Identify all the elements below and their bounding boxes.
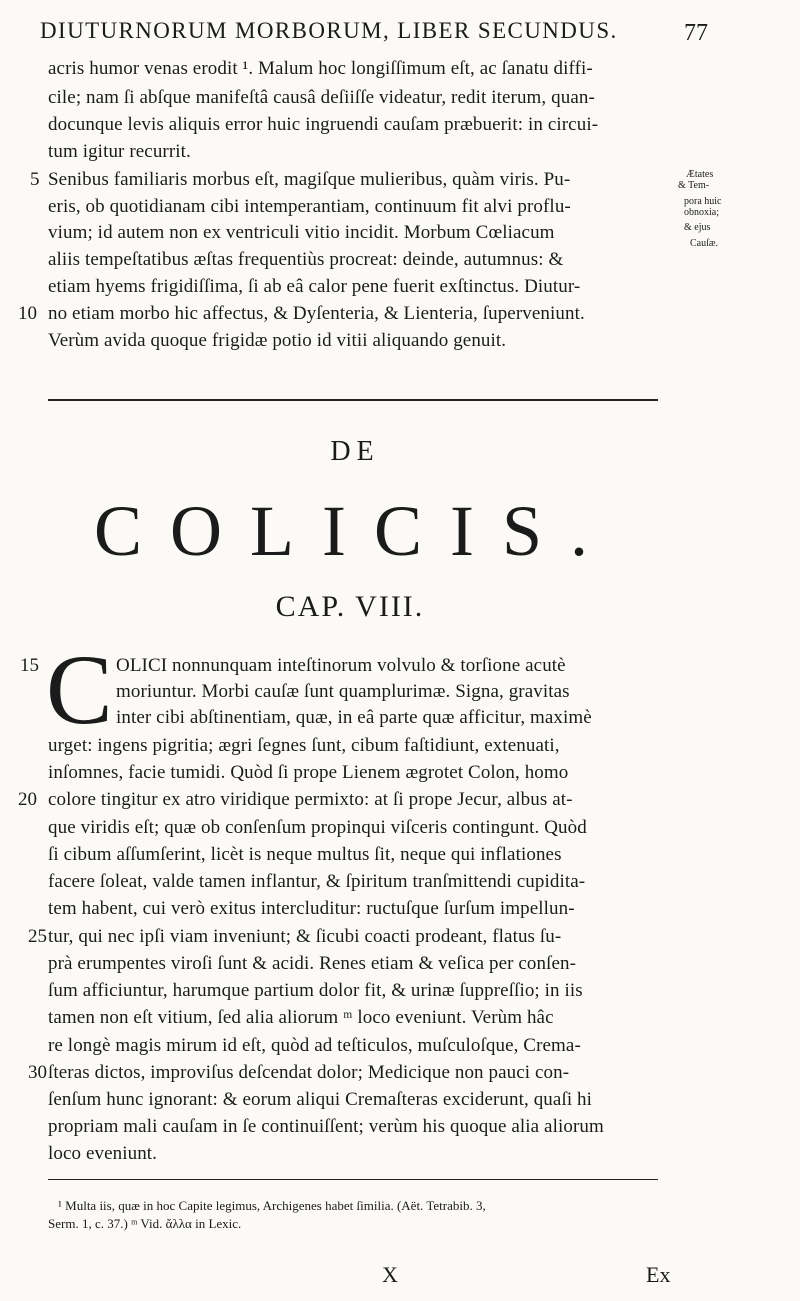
text-line: facere ſoleat, valde tamen inflantur, & ſpiritum tranſmittendi cupidita- [48, 871, 586, 892]
margin-note: pora huic [684, 196, 722, 207]
text-line: urget: ingens pigritia; ægri ſegnes ſunt, cibum faſtidiunt, extenuati, [48, 735, 560, 756]
line-number: 25 [28, 926, 47, 947]
text-line: Senibus familiaris morbus eſt, magiſque mulieribus, quàm viris. Pu- [48, 169, 571, 190]
footnote-line: Serm. 1, c. 37.) ᵐ Vid. ἄλλα in Lexic. [48, 1216, 242, 1231]
text-line: tem habent, cui verò exitus intercluditur: ructuſque ſurſum impellun- [48, 898, 575, 919]
text-line: acris humor venas erodit ¹. Malum hoc longiſſimum eſt, ac ſanatu diffi- [48, 58, 593, 79]
text-line: que viridis eſt; quæ ob conſenſum propinqui viſceris contingunt. Quòd [48, 817, 587, 838]
text-line: ſum afficiuntur, harumque partium dolor fit, & urinæ ſuppreſſio; in iis [48, 980, 583, 1001]
text-line: tamen non eſt vitium, ſed alia aliorum ᵐ loco eveniunt. Verùm hâc [48, 1007, 554, 1028]
text-line: inſomnes, facie tumidi. Quòd ſi prope Lienem ægrotet Colon, homo [48, 762, 569, 783]
chapter-heading: CAP. VIII. [275, 590, 425, 623]
running-title: DIUTURNORUM MORBORUM, LIBER SECUNDUS. [40, 18, 618, 43]
margin-note: Cauſæ. [690, 238, 719, 249]
line-number: 15 [20, 655, 39, 676]
margin-note: Ætates [686, 169, 714, 180]
line-number: 10 [18, 303, 37, 324]
footnote-line: ¹ Multa iis, quæ in hoc Capite legimus, Archigenes habet ſimilia. (Aët. Tetrabib. 3, [58, 1198, 486, 1213]
text-line: ſi cibum aſſumſerint, licèt is neque multus ſit, neque qui inflationes [48, 844, 562, 865]
text-line: Verùm avida quoque frigidæ potio id vitii aliquando genuit. [48, 330, 507, 351]
line-number: 20 [18, 789, 37, 810]
footnote-rule [48, 1179, 658, 1180]
text-line: OLICI nonnunquam inteſtinorum volvulo & torſione acutè [116, 655, 566, 676]
text-line: prà erumpentes viroſi ſunt & acidi. Renes etiam & veſica per conſen- [48, 953, 577, 974]
margin-note: & ejus [684, 222, 711, 233]
text-line: moriuntur. Morbi cauſæ ſunt quamplurimæ. Signa, gravitas [116, 681, 570, 702]
line-number: 5 [30, 169, 40, 190]
margin-note: & Tem- [678, 180, 710, 191]
text-line: docunque levis aliquis error huic ingruendi cauſam præbuerit: in circui- [48, 114, 599, 135]
text-line: eris, ob quotidianam cibi intemperantiam, continuum fit alvi proflu- [48, 196, 571, 217]
section-title: COLICIS. [93, 491, 617, 571]
text-line: inter cibi abſtinentiam, quæ, in eâ parte quæ afficitur, maximè [116, 707, 592, 728]
page-number: 77 [684, 20, 708, 46]
catchword: Ex [646, 1262, 671, 1287]
text-line: colore tingitur ex atro viridique permixto: at ſi prope Jecur, albus at- [48, 789, 573, 810]
text-line: re longè magis mirum id eſt, quòd ad teſticulos, muſculoſque, Crema- [48, 1035, 581, 1056]
text-line: cile; nam ſi abſque manifeſtâ causâ deſiiſſe videatur, redit iterum, quan- [48, 87, 595, 108]
text-line: vium; id autem non ex ventriculi vitio incidit. Morbum Cœliacum [48, 222, 555, 243]
section-prefix: DE [330, 436, 380, 467]
section-rule [48, 399, 658, 401]
text-line: propriam mali cauſam in ſe continuiſſent; verùm his quoque alia aliorum [48, 1116, 604, 1137]
text-line: etiam hyems frigidiſſima, ſi ab eâ calor pene fuerit exſtinctus. Diutur- [48, 276, 581, 297]
margin-note: obnoxia; [684, 207, 719, 218]
text-line: ſteras dictos, improviſus deſcendat dolor; Medicique non pauci con- [48, 1062, 570, 1083]
line-number: 30 [28, 1062, 47, 1083]
signature-mark: X [382, 1262, 398, 1287]
text-line: aliis tempeſtatibus æſtas frequentiùs procreat: deinde, autumnus: & [48, 249, 564, 270]
text-line: tur, qui nec ipſi viam inveniunt; & ſicubi coacti prodeant, flatus ſu- [48, 926, 562, 947]
text-line: tum igitur recurrit. [48, 141, 191, 162]
text-line: loco eveniunt. [48, 1143, 158, 1164]
drop-capital: C [46, 634, 113, 745]
text-line: ſenſum hunc ignorant: & eorum aliqui Cremaſteras exciderunt, quaſi hi [48, 1089, 593, 1110]
text-line: no etiam morbo hic affectus, & Dyſenteria, & Lienteria, ſuperveniunt. [48, 303, 585, 324]
